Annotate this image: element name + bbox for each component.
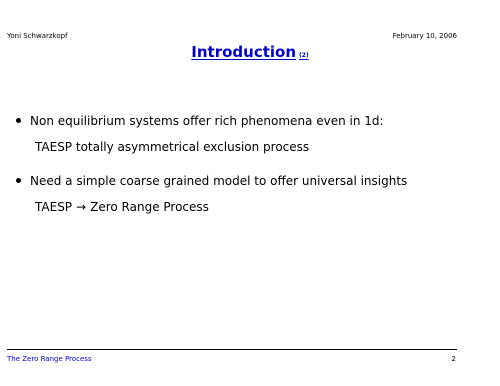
bullet-item-2 xyxy=(16,174,407,189)
slide-title-main: Introduction xyxy=(191,43,297,61)
footer-divider xyxy=(7,349,457,350)
bullet-item-1 xyxy=(16,114,384,129)
header-author: Yoni Schwarzkopf xyxy=(7,32,68,40)
footer-page-number: 2 xyxy=(451,355,456,363)
bullet-dot-icon xyxy=(16,118,21,123)
bullet-text-2: Need a simple coarse grained model to offer universal insights xyxy=(30,174,408,188)
slide-title-sub: (2) xyxy=(299,52,309,59)
header-date: February 10, 2006 xyxy=(392,32,457,40)
right-arrow-icon: → xyxy=(76,200,87,214)
bullet-subline-1: TAESP totally asymmetrical exclusion process xyxy=(35,140,310,154)
bullet-dot-icon xyxy=(16,178,21,183)
subline-left-text: TAESP xyxy=(35,200,73,214)
slide-title xyxy=(0,42,500,61)
bullet-text-1: Non equilibrium systems offer rich phenomena even in 1d: xyxy=(30,114,384,128)
footer-talk-title: The Zero Range Process xyxy=(7,355,92,363)
bullet-subline-2 xyxy=(35,200,209,215)
subline-right-text: Zero Range Process xyxy=(90,200,209,214)
